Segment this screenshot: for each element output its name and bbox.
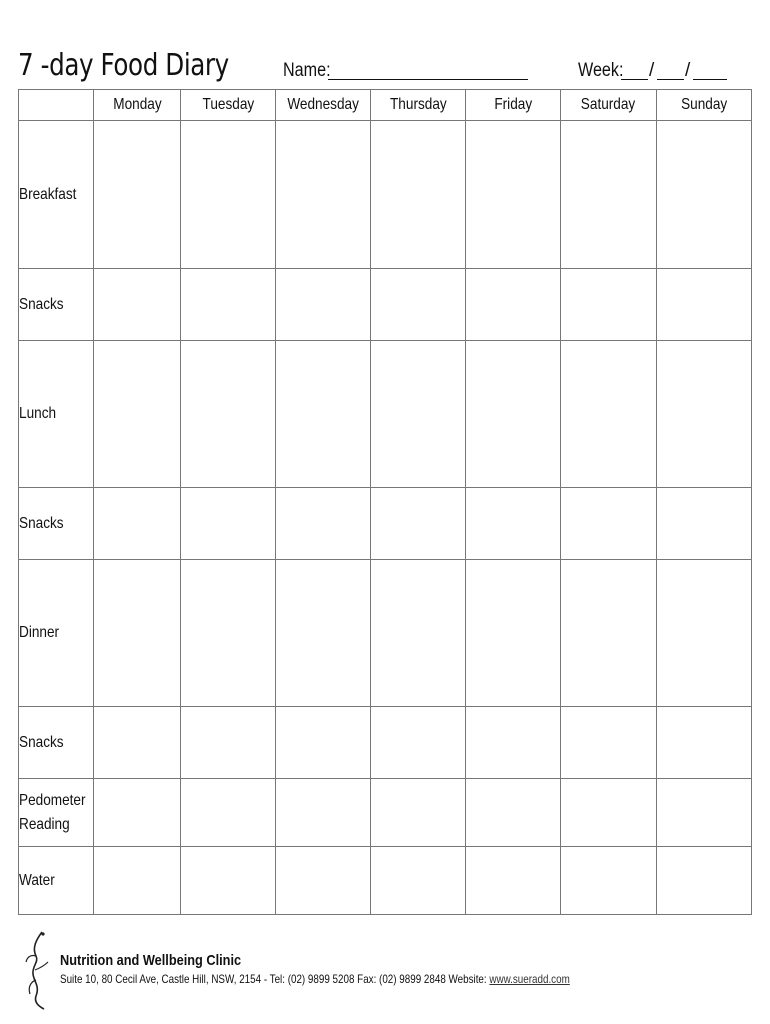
row-label-dinner: Dinner bbox=[19, 560, 94, 707]
entry-cell[interactable] bbox=[657, 560, 752, 707]
row-dinner bbox=[19, 560, 752, 707]
entry-cell[interactable] bbox=[561, 488, 657, 560]
entry-cell[interactable] bbox=[561, 847, 657, 915]
entry-cell[interactable] bbox=[371, 560, 466, 707]
row-label-snacks: Snacks bbox=[19, 269, 94, 341]
entry-cell[interactable] bbox=[466, 779, 561, 847]
entry-cell[interactable] bbox=[466, 341, 561, 488]
row-label-snacks: Snacks bbox=[19, 488, 94, 560]
row-snacks-afternoon bbox=[19, 488, 752, 560]
entry-cell[interactable] bbox=[371, 707, 466, 779]
entry-cell[interactable] bbox=[276, 847, 371, 915]
corner-cell bbox=[19, 90, 94, 121]
page-title: 7 -day Food Diary bbox=[18, 48, 229, 83]
entry-cell[interactable] bbox=[276, 560, 371, 707]
entry-cell[interactable] bbox=[466, 121, 561, 269]
entry-cell[interactable] bbox=[94, 779, 181, 847]
entry-cell[interactable] bbox=[181, 707, 276, 779]
entry-cell[interactable] bbox=[561, 269, 657, 341]
entry-cell[interactable] bbox=[561, 779, 657, 847]
entry-cell[interactable] bbox=[276, 341, 371, 488]
entry-cell[interactable] bbox=[181, 121, 276, 269]
entry-cell[interactable] bbox=[371, 779, 466, 847]
entry-cell[interactable] bbox=[181, 847, 276, 915]
entry-cell[interactable] bbox=[466, 560, 561, 707]
entry-cell[interactable] bbox=[561, 707, 657, 779]
name-label: Name: bbox=[283, 60, 331, 81]
entry-cell[interactable] bbox=[94, 707, 181, 779]
entry-cell[interactable] bbox=[561, 341, 657, 488]
entry-cell[interactable] bbox=[657, 269, 752, 341]
entry-cell[interactable] bbox=[657, 847, 752, 915]
entry-cell[interactable] bbox=[466, 488, 561, 560]
entry-cell[interactable] bbox=[466, 847, 561, 915]
row-label-water: Water bbox=[19, 847, 94, 915]
entry-cell[interactable] bbox=[276, 779, 371, 847]
day-header-saturday: Saturday bbox=[561, 90, 657, 121]
day-header-monday: Monday bbox=[94, 90, 181, 121]
clinic-contact-info: Suite 10, 80 Cecil Ave, Castle Hill, NSW, 2154 - Tel: (02) 9899 5208 Fax: (02) 9899 2848 Website: www.sueradd.com bbox=[60, 972, 570, 986]
entry-cell[interactable] bbox=[657, 779, 752, 847]
entry-cell[interactable] bbox=[94, 341, 181, 488]
entry-cell[interactable] bbox=[466, 269, 561, 341]
entry-cell[interactable] bbox=[657, 341, 752, 488]
row-label-breakfast: Breakfast bbox=[19, 121, 94, 269]
entry-cell[interactable] bbox=[94, 488, 181, 560]
entry-cell[interactable] bbox=[94, 269, 181, 341]
entry-cell[interactable] bbox=[181, 488, 276, 560]
entry-cell[interactable] bbox=[181, 341, 276, 488]
entry-cell[interactable] bbox=[276, 269, 371, 341]
week-year-field[interactable] bbox=[693, 79, 727, 80]
entry-cell[interactable] bbox=[561, 121, 657, 269]
week-separator: / bbox=[685, 60, 691, 81]
row-snacks-morning bbox=[19, 269, 752, 341]
name-field[interactable] bbox=[328, 79, 528, 80]
header-row bbox=[19, 90, 752, 121]
row-water bbox=[19, 847, 752, 915]
week-separator: / bbox=[649, 60, 655, 81]
food-diary-table bbox=[18, 89, 752, 915]
entry-cell[interactable] bbox=[371, 847, 466, 915]
entry-cell[interactable] bbox=[181, 269, 276, 341]
entry-cell[interactable] bbox=[276, 707, 371, 779]
week-label: Week: bbox=[578, 60, 624, 81]
entry-cell[interactable] bbox=[94, 121, 181, 269]
entry-cell[interactable] bbox=[371, 488, 466, 560]
row-breakfast bbox=[19, 121, 752, 269]
row-label-snacks: Snacks bbox=[19, 707, 94, 779]
day-header-tuesday: Tuesday bbox=[181, 90, 276, 121]
entry-cell[interactable] bbox=[657, 121, 752, 269]
day-header-wednesday: Wednesday bbox=[276, 90, 371, 121]
row-pedometer bbox=[19, 779, 752, 847]
entry-cell[interactable] bbox=[94, 560, 181, 707]
entry-cell[interactable] bbox=[276, 488, 371, 560]
entry-cell[interactable] bbox=[657, 488, 752, 560]
entry-cell[interactable] bbox=[371, 269, 466, 341]
entry-cell[interactable] bbox=[276, 121, 371, 269]
clinic-name: Nutrition and Wellbeing Clinic bbox=[60, 952, 242, 969]
entry-cell[interactable] bbox=[561, 560, 657, 707]
clinic-logo-icon bbox=[24, 930, 54, 1010]
day-header-friday: Friday bbox=[466, 90, 561, 121]
day-header-sunday: Sunday bbox=[657, 90, 752, 121]
day-header-thursday: Thursday bbox=[371, 90, 466, 121]
row-snacks-evening bbox=[19, 707, 752, 779]
entry-cell[interactable] bbox=[181, 560, 276, 707]
entry-cell[interactable] bbox=[181, 779, 276, 847]
website-link[interactable]: www.sueradd.com bbox=[489, 972, 570, 986]
row-label-pedometer-reading: Pedometer Reading bbox=[19, 779, 94, 847]
entry-cell[interactable] bbox=[94, 847, 181, 915]
entry-cell[interactable] bbox=[466, 707, 561, 779]
row-lunch bbox=[19, 341, 752, 488]
entry-cell[interactable] bbox=[657, 707, 752, 779]
entry-cell[interactable] bbox=[371, 121, 466, 269]
week-month-field[interactable] bbox=[657, 79, 684, 80]
week-day-field[interactable] bbox=[621, 79, 648, 80]
entry-cell[interactable] bbox=[371, 341, 466, 488]
row-label-lunch: Lunch bbox=[19, 341, 94, 488]
